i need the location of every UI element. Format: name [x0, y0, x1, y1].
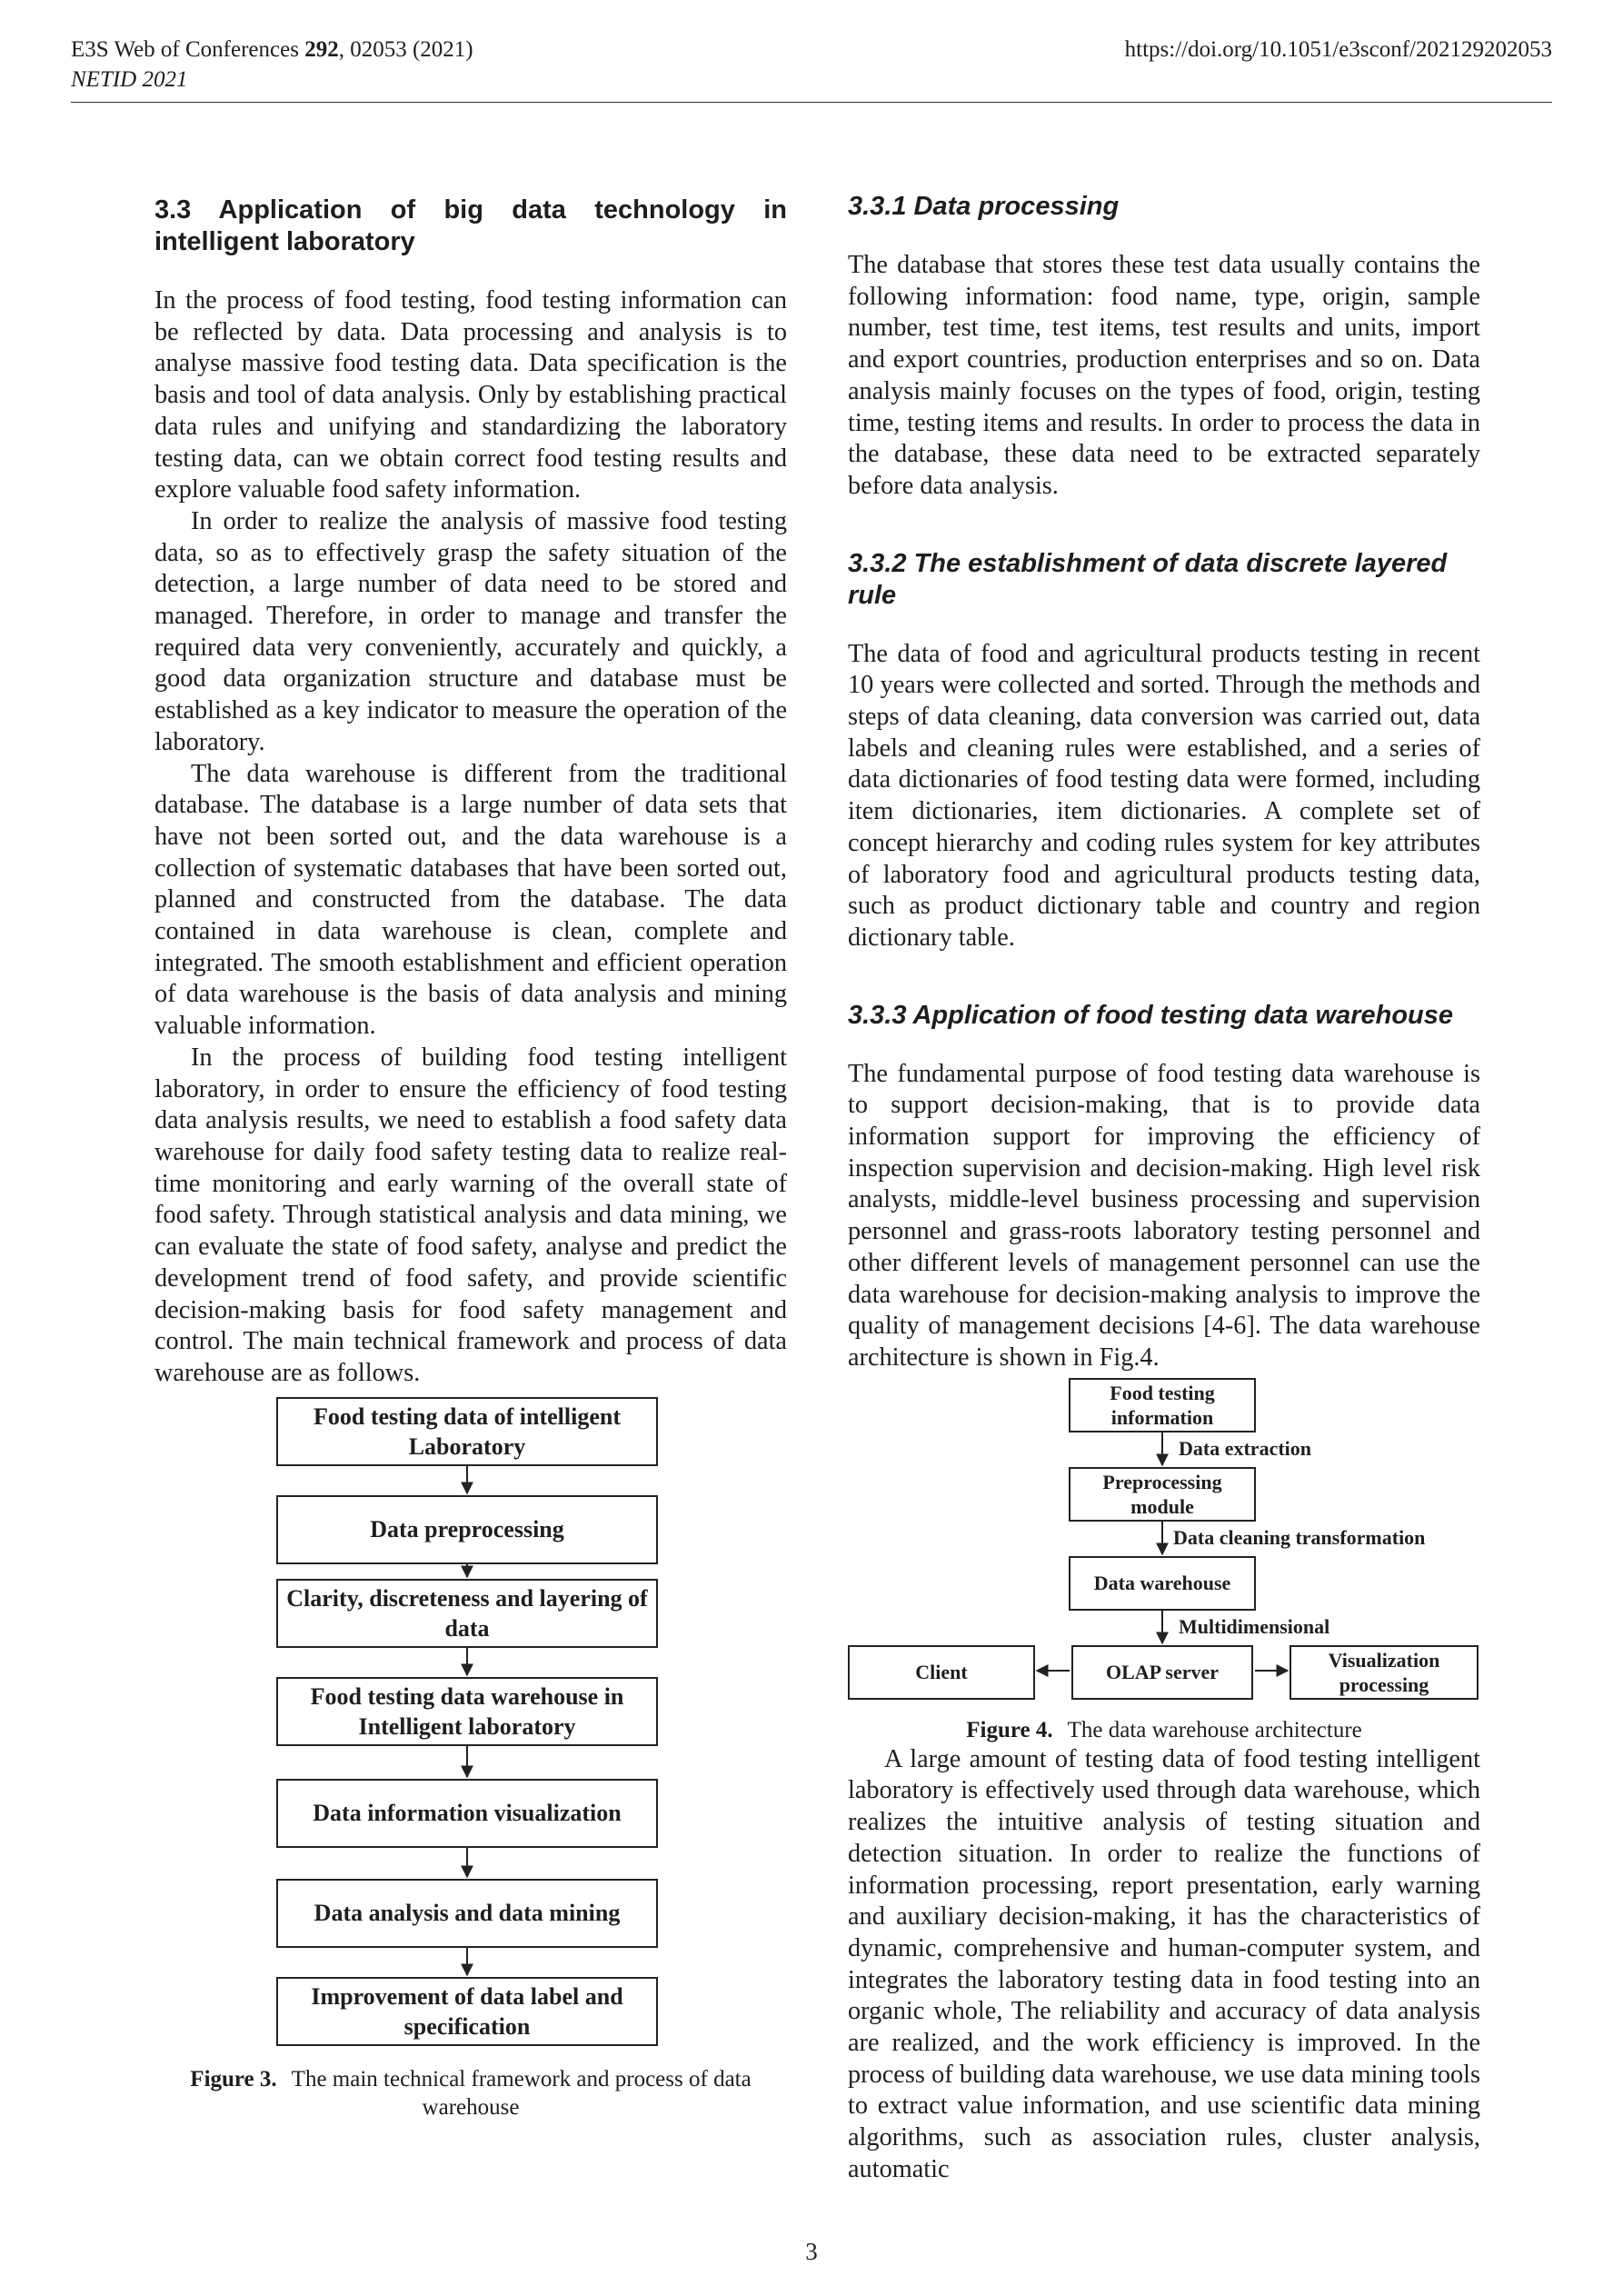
figure-4-caption [848, 1716, 1480, 1744]
paragraph: The fundamental purpose of food testing data warehouse is to support decision-making, that is to provide data information support for improving the efficiency of inspection supervision and decision-making. High level risk analysts, middle-level business processing and supervision personnel and grass-roots laboratory testing personnel and other different levels of management personnel can use the data warehouse for decision-making analysis to improve the quality of management decisions [4-6]. The data warehouse architecture is shown in Fig.4. [848, 1059, 1480, 1372]
arch-label-data-extraction: Data extraction [1179, 1436, 1312, 1460]
flow-box-analysis-mining: Data analysis and data mining [276, 1879, 658, 1948]
flow-box-data-preprocessing: Data preprocessing [276, 1495, 658, 1564]
page-number: 3 [805, 2238, 818, 2265]
paragraph: The data warehouse is different from the traditional database. The database is a large number of data sets that have not been sorted out, and the data warehouse is a collection of systematic databases that have been sorted out, planned and constructed from the database. The data contained in data warehouse is clean, complete and integrated. The smooth establishment and efficient operation of data warehouse is the basis of data analysis and mining valuable information. [154, 759, 787, 1041]
running-header-left [71, 35, 473, 95]
header-divider [71, 102, 1552, 103]
arch-box-client: Client [848, 1645, 1035, 1700]
doi-link[interactable]: https://doi.org/10.1051/e3sconf/202129202053 [1124, 37, 1552, 62]
arch-box-data-warehouse: Data warehouse [1069, 1556, 1256, 1611]
flow-box-visualization: Data information visualization [276, 1779, 658, 1848]
arch-box-visualization: Visualization processing [1289, 1645, 1479, 1700]
figure-3-caption [154, 2065, 787, 2121]
figure-3-label: Figure 3. [190, 2066, 277, 2091]
paragraph: In the process of food testing, food testing information can be reflected by data. Data processing and analysis is to analyse massive food testing data. Data specification is the basis and tool of data analysis. Only by establishing practical data rules and unifying and standardizing the laboratory testing data, can we obtain correct food testing results and explore valuable food safety information. [154, 286, 787, 504]
paragraph: In the process of building food testing intelligent laboratory, in order to ensure the efficiency of food testing data analysis results, we need to establish a food safety data warehouse for daily food safety testing data to realize real-time monitoring and early warning of the overall state of food safety. Through statistical analysis and data mining, we can evaluate the state of food safety, analyse and predict the development trend of food safety, and provide scientific decision-making basis for food safety management and control. The main technical framework and process of data warehouse are as follows. [154, 1043, 787, 1387]
left-column [154, 191, 787, 2121]
paragraph: The data of food and agricultural products testing in recent 10 years were collected and sorted. Through the methods and steps of data cleaning, data conversion was carried out, data labels and cleaning rules were established, and a series of data dictionaries of food testing data were formed, including item dictionaries, item dictionaries. A complete set of concept hierarchy and coding rules system for key attributes of laboratory food and agricultural products testing data, such as product dictionary table and country and region dictionary table. [848, 639, 1480, 952]
paragraph: A large amount of testing data of food testing intelligent laboratory is effectively used through data warehouse, which realizes the intuitive analysis of testing situation and detection situation. In order to realize the functions of information processing, report presentation, early warning and auxiliary decision-making, it has the characteristics of dynamic, comprehensive and human-computer system, and integrates the laboratory testing data in food testing into an organic whole, The reliability and accuracy of data analysis are realized, and the work efficiency is improved. In the process of building data warehouse, we use data mining tools to extract value information, and use scientific data mining algorithms, such as association rules, cluster analysis, automatic [848, 1744, 1480, 2183]
subsection-heading-3-3-2: 3.3.2 The establishment of data discrete layered rule [848, 548, 1448, 610]
journal-volume: 292 [304, 37, 339, 62]
conference-name: NETID 2021 [71, 67, 188, 92]
journal-citation [71, 35, 473, 65]
arch-label-cleaning: Data cleaning transformation [1173, 1525, 1426, 1549]
subsection-heading-3-3-1: 3.3.1 Data processing [848, 192, 1120, 221]
arch-box-preprocessing: Preprocessing module [1069, 1467, 1256, 1522]
subsection-heading-3-3-3: 3.3.3 Application of food testing data warehouse [848, 1000, 1454, 1030]
figure-3-flowchart [154, 1397, 787, 2065]
figure-4-caption-text: The data warehouse architecture [1067, 1717, 1362, 1742]
arch-box-food-testing-info: Food testing information [1069, 1378, 1256, 1433]
arch-label-multidimensional: Multidimensional [1179, 1614, 1330, 1638]
figure-4-label: Figure 4. [966, 1717, 1053, 1742]
journal-article-number: , 02053 (2021) [338, 37, 473, 62]
flow-box-clarity-discreteness: Clarity, discreteness and layering of data [276, 1579, 658, 1648]
flow-box-data-warehouse: Food testing data warehouse in Intelligent laboratory [276, 1677, 658, 1746]
paragraph: The database that stores these test data usually contains the following information: food name, type, origin, sample number, test time, test items, test results and units, import and export countries, production enterprises and so on. Data analysis mainly focuses on the types of food, origin, testing time, testing items and results. In order to process the data in the database, these data need to be extracted separately before data analysis. [848, 251, 1480, 500]
journal-name: E3S Web of Conferences [71, 37, 305, 62]
figure-3-caption-text: The main technical framework and process of data warehouse [291, 2066, 752, 2120]
flow-box-data-label-improvement: Improvement of data label and specification [276, 1977, 658, 2046]
paragraph: In order to realize the analysis of massive food testing data, so as to effectively grasp the safety situation of the detection, a large number of data need to be stored and managed. Therefore, in order to manage and transfer the required data very conveniently, accurately and quickly, a good data organization structure and database must be established as a key indicator to measure the operation of the laboratory. [154, 506, 787, 756]
flow-box-food-testing-data: Food testing data of intelligent Laboratory [276, 1397, 658, 1466]
arch-box-olap-server: OLAP server [1071, 1645, 1253, 1700]
section-heading-3-3: 3.3 Application of big data technology in intelligent laboratory [154, 195, 787, 256]
right-column [848, 191, 1480, 2186]
figure-4-architecture [848, 1378, 1480, 1716]
